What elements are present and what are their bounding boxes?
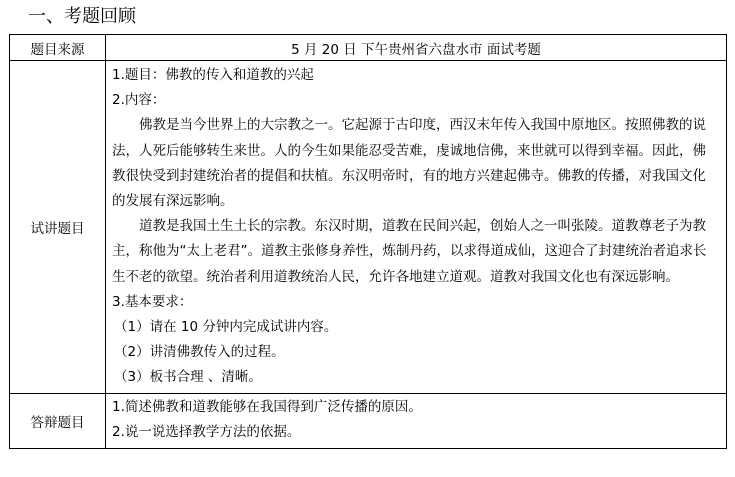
trial-topic: 1.题目：佛教的传入和道教的兴起	[112, 67, 314, 83]
content-paragraph-taoism: 道教是我国土生土长的宗教。东汉时期，道教在民间兴起，创始人之一叫张陵。道教尊老子为教主，称他为“太上老君”。道教主张修身养性，炼制丹药，以求得道成仙，这迎合了封建统治者追求长生不老的欲望。统治者利用道教统治人民，允许各地建立道观。道教对我国文化也有深远影响。	[112, 218, 707, 285]
content-heading: 2.内容：	[112, 92, 166, 109]
requirements-heading: 3.基本要求：	[112, 293, 193, 310]
defense-question: 1.简述佛教和道教能够在我国得到广泛传播的原因。	[112, 398, 422, 415]
exam-table	[9, 34, 727, 449]
source-label: 题目来源	[10, 35, 106, 61]
requirement-item: （2）讲清佛教传入的过程。	[114, 344, 285, 361]
defense-row	[10, 393, 727, 448]
source-row	[10, 35, 727, 61]
trial-label: 试讲题目	[10, 61, 106, 394]
requirement-item: （3）板书合理 、清晰。	[114, 369, 262, 386]
trial-row	[10, 61, 727, 394]
section-title: 一、考题回顾	[28, 6, 136, 27]
source-value: 5 月 20 日 下午贵州省六盘水市 面试考题	[106, 35, 727, 61]
defense-label: 答辩题目	[10, 393, 106, 448]
defense-question: 2.说一说选择教学方法的依据。	[112, 423, 301, 440]
defense-content	[106, 393, 727, 448]
trial-content	[106, 61, 727, 394]
requirement-item: （1）请在 10 分钟内完成试讲内容。	[114, 319, 338, 336]
content-paragraph-buddhism: 佛教是当今世界上的大宗教之一。它起源于古印度，西汉末年传入我国中原地区。按照佛教的说法，人死后能够转生来世。人的今生如果能忍受苦难，虔诚地信佛，来世就可以得到幸福。因此，佛教很快受到封建统治者的提倡和扶植。东汉明帝时，有的地方兴建起佛寺。佛教的传播，对我国文化的发展有深远影响。	[112, 117, 706, 210]
